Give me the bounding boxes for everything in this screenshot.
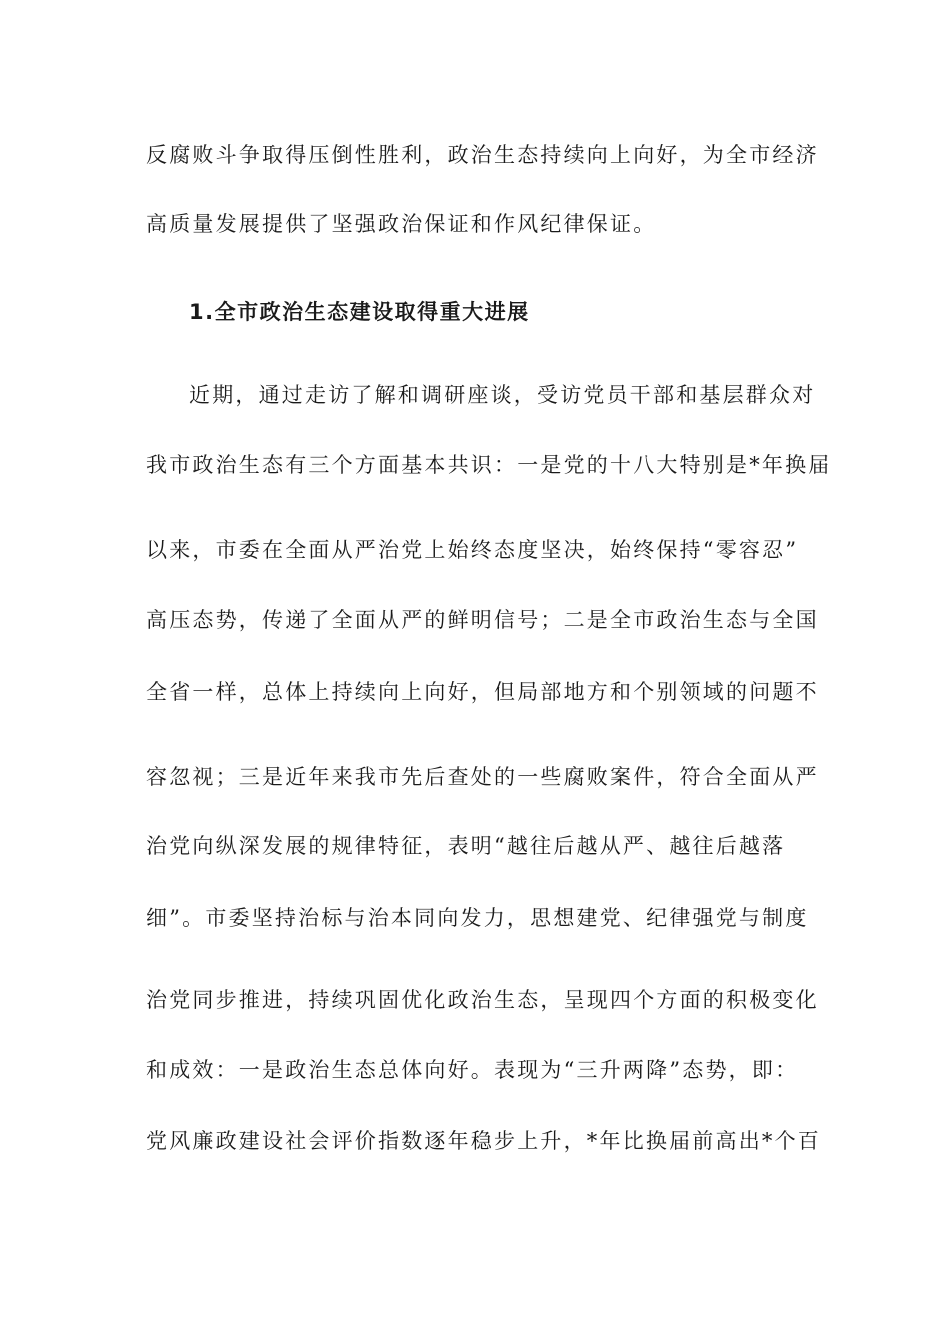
paragraph-line-2: 我市政治生态有三个方面基本共识：一是党的十八大特别是*年换届 bbox=[146, 453, 832, 477]
paragraph-line-1: 近期，通过走访了解和调研座谈，受访党员干部和基层群众对 bbox=[189, 383, 816, 407]
paragraph-line-8: 细”。市委坚持治标与治本同向发力，思想建党、纪律强党与制度 bbox=[146, 906, 809, 930]
paragraph-line-4: 高压态势，传递了全面从严的鲜明信号；二是全市政治生态与全国 bbox=[146, 608, 819, 632]
intro-line-1: 反腐败斗争取得压倒性胜利，政治生态持续向上向好，为全市经济 bbox=[146, 143, 819, 167]
paragraph-line-5: 全省一样，总体上持续向上向好，但局部地方和个别领域的问题不 bbox=[146, 680, 819, 704]
paragraph-line-9: 治党同步推进，持续巩固优化政治生态，呈现四个方面的积极变化 bbox=[146, 988, 819, 1012]
paragraph-line-10: 和成效：一是政治生态总体向好。表现为“三升两降”态势，即： bbox=[146, 1058, 799, 1082]
paragraph-line-7: 治党向纵深发展的规律特征，表明“越往后越从严、越往后越落 bbox=[146, 834, 786, 858]
section-heading: 1.全市政治生态建设取得重大进展 bbox=[189, 300, 530, 324]
paragraph-line-6: 容忽视；三是近年来我市先后查处的一些腐败案件，符合全面从严 bbox=[146, 765, 819, 789]
paragraph-line-11: 党风廉政建设社会评价指数逐年稳步上升，*年比换届前高出*个百 bbox=[146, 1129, 821, 1153]
paragraph-line-3: 以来，市委在全面从严治党上始终态度坚决，始终保持“零容忍” bbox=[146, 538, 799, 562]
intro-line-2: 高质量发展提供了坚强政治保证和作风纪律保证。 bbox=[146, 212, 657, 236]
